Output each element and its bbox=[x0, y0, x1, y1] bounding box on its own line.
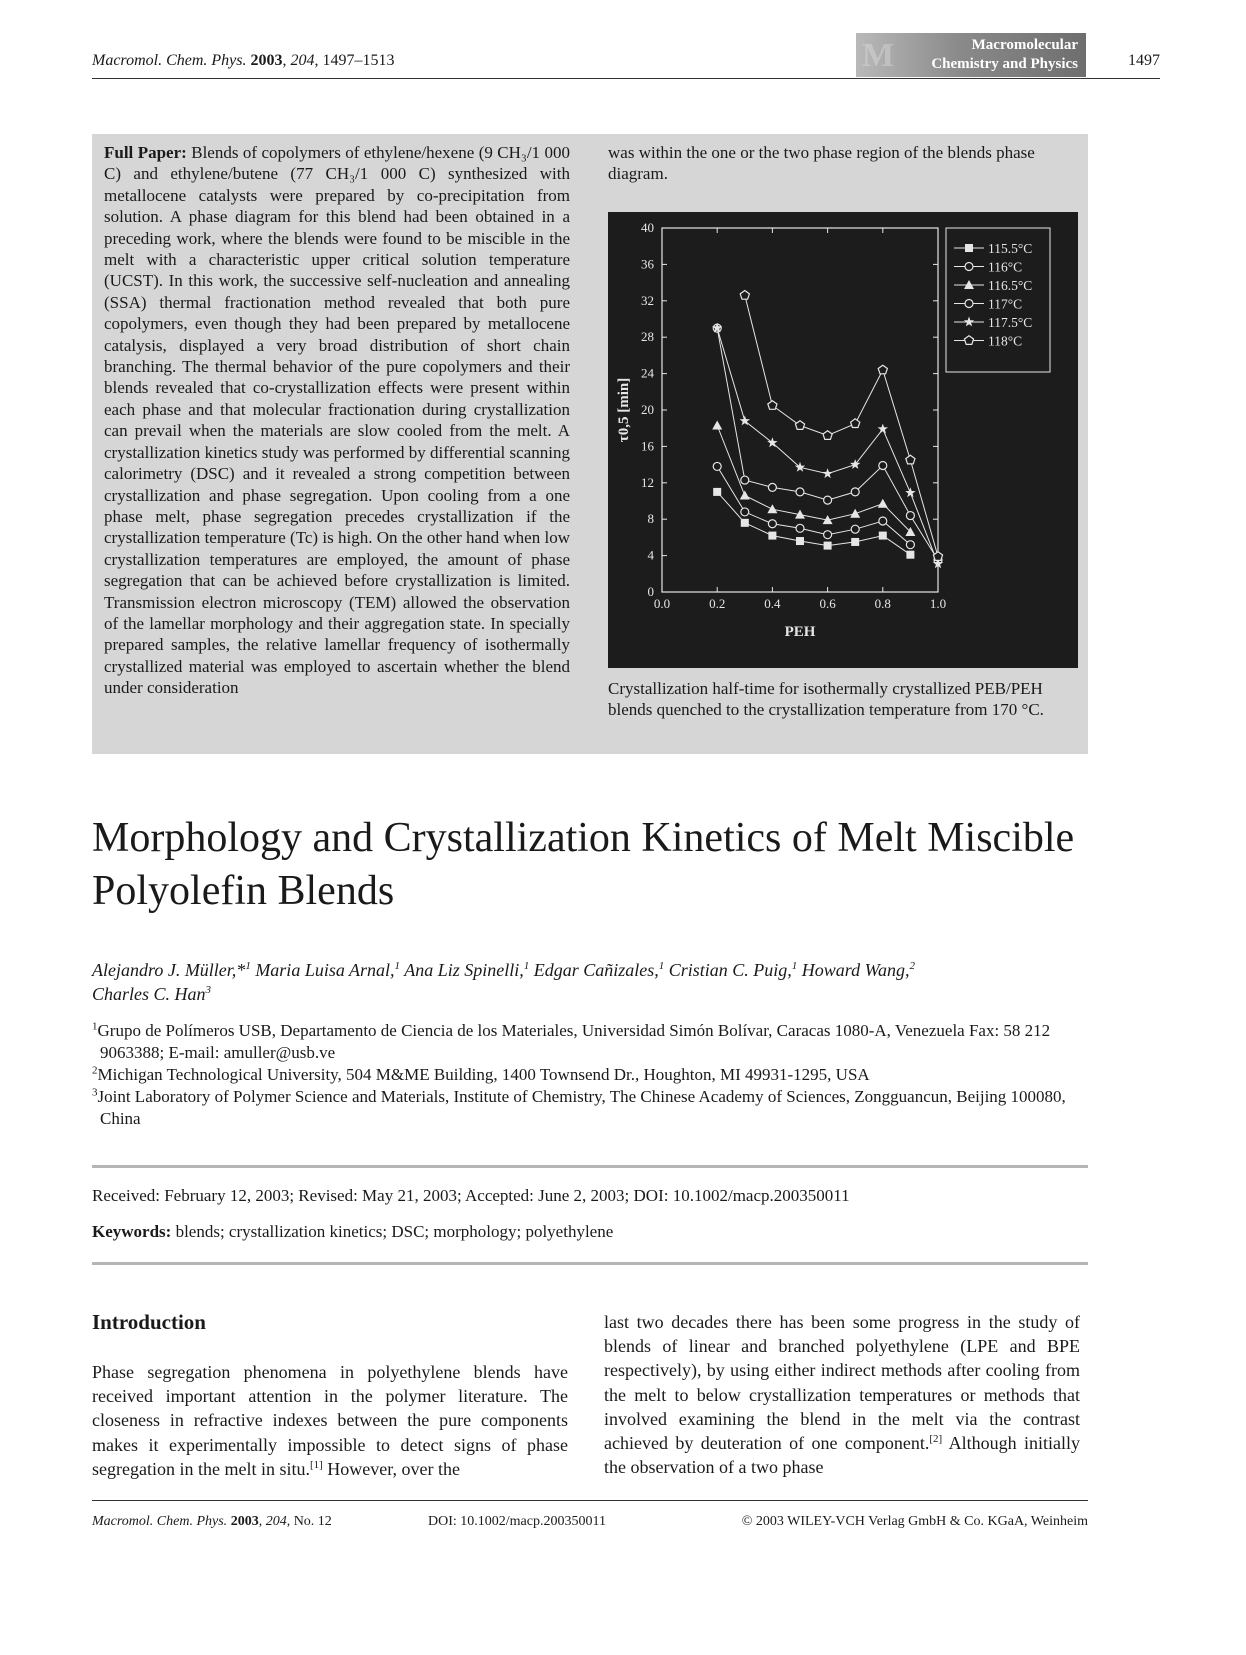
y-tick-label: 12 bbox=[641, 474, 654, 490]
legend-marker bbox=[965, 244, 973, 252]
author: Edgar Cañizales,$^1$ bbox=[533, 960, 665, 980]
affiliations bbox=[92, 1020, 1088, 1130]
journal-logo bbox=[856, 33, 1086, 77]
data-point bbox=[823, 431, 832, 440]
author: Charles C. Han$^3$ bbox=[92, 984, 212, 1004]
citation-ref[interactable]: [1] bbox=[309, 1458, 323, 1471]
chart-svg bbox=[608, 212, 1078, 668]
data-point bbox=[851, 525, 859, 533]
legend-marker bbox=[965, 300, 973, 308]
data-point bbox=[878, 365, 887, 374]
data-point bbox=[796, 524, 804, 532]
data-point bbox=[879, 462, 887, 470]
y-tick-label: 20 bbox=[641, 402, 654, 417]
footer-copyright: © 2003 WILEY-VCH Verlag GmbH & Co. KGaA, Weinheim bbox=[741, 1514, 1088, 1529]
x-axis-label: PEH bbox=[784, 624, 816, 640]
running-header bbox=[92, 30, 1160, 80]
abstract-text-right: was within the one or the two phase region of the blends phase diagram. bbox=[608, 143, 1035, 184]
data-point bbox=[906, 541, 914, 549]
data-point bbox=[712, 420, 722, 429]
keywords-label: Keywords: bbox=[92, 1222, 172, 1241]
data-point bbox=[767, 504, 777, 513]
data-point bbox=[851, 419, 860, 428]
abstract-label: Full Paper: bbox=[104, 143, 187, 162]
y-tick-label: 0 bbox=[647, 584, 654, 599]
y-tick-label: 8 bbox=[647, 511, 654, 527]
data-point bbox=[795, 421, 804, 430]
abstract-box bbox=[92, 134, 1088, 754]
header-volume: 204 bbox=[290, 52, 315, 69]
footer-rule bbox=[92, 1500, 1088, 1501]
affiliation-2: $^2$Michigan Technological University, 504 M&ME Building, 1400 Townsend Dr., Houghton, MI 49931-1295, USA bbox=[92, 1064, 870, 1084]
legend-label: 115.5°C bbox=[988, 241, 1033, 256]
data-point bbox=[822, 468, 832, 478]
author: Alejandro J. Müller,*$^1$ bbox=[92, 960, 251, 980]
data-point bbox=[878, 424, 888, 434]
intro-paragraph-left: Phase segregation phenomena in polyethylene blends have received important attention in the polymer literature. The closeness in refractive indexes between the pure components makes it experimentally impossible to detect signs of phase segregation in the melt in situ.[1] However, over the bbox=[92, 1362, 568, 1479]
footer-doi: DOI: 10.1002/macp.200350011 bbox=[428, 1514, 606, 1529]
y-axis-label: τ0,5 [min] bbox=[616, 377, 632, 443]
data-point bbox=[768, 520, 776, 528]
author: Cristian C. Puig,$^1$ bbox=[668, 960, 798, 980]
data-point bbox=[795, 462, 805, 472]
data-point bbox=[741, 519, 749, 527]
legend-label: 118°C bbox=[988, 333, 1023, 349]
data-point bbox=[824, 496, 832, 504]
legend-marker bbox=[964, 336, 973, 345]
data-point bbox=[878, 499, 888, 508]
data-point bbox=[768, 532, 776, 540]
y-tick-label: 24 bbox=[641, 365, 654, 381]
section-heading: Introduction bbox=[92, 1310, 206, 1334]
data-point bbox=[905, 487, 915, 497]
affiliation-3: $^3$Joint Laboratory of Polymer Science and Materials, Institute of Chemistry, The Chinese Academy of Sciences, Zongguancun, Beijing 100080, China bbox=[92, 1086, 1066, 1128]
header-journal-name: Macromol. Chem. Phys. bbox=[92, 52, 247, 69]
y-tick-label: 40 bbox=[641, 220, 654, 235]
legend-marker bbox=[964, 317, 974, 327]
y-tick-label: 36 bbox=[641, 256, 654, 272]
x-tick-label: 0.0 bbox=[653, 596, 671, 611]
series-line bbox=[717, 328, 938, 564]
x-tick-label: 0.6 bbox=[819, 596, 836, 611]
y-tick-label: 28 bbox=[641, 329, 654, 345]
data-point bbox=[906, 551, 914, 559]
received-dates: Received: February 12, 2003; Revised: May 21, 2003; Accepted: June 2, 2003; DOI: 10.1002/macp.200350011 bbox=[92, 1186, 850, 1205]
data-point bbox=[713, 462, 721, 470]
legend-marker bbox=[965, 263, 973, 271]
data-point bbox=[741, 476, 749, 484]
divider-top bbox=[92, 1165, 1088, 1168]
abstract-text-left bbox=[104, 142, 570, 699]
header-pages: 1497–1513 bbox=[322, 52, 395, 69]
divider-bottom bbox=[92, 1262, 1088, 1265]
data-point bbox=[740, 491, 750, 500]
logo-line2: Chemistry and Physics bbox=[931, 56, 1078, 72]
data-point bbox=[879, 517, 887, 525]
data-point bbox=[740, 291, 749, 300]
x-tick-label: 0.4 bbox=[764, 596, 781, 611]
data-point bbox=[768, 483, 776, 491]
header-year: 2003 bbox=[250, 52, 283, 69]
data-point bbox=[824, 542, 832, 550]
footer-citation: Macromol. Chem. Phys. 2003, 204, No. 12 bbox=[92, 1514, 332, 1529]
logo-line1: Macromolecular bbox=[971, 37, 1078, 53]
figure-chart bbox=[608, 212, 1078, 668]
data-point bbox=[768, 401, 777, 410]
header-rule bbox=[92, 78, 1160, 79]
x-tick-label: 1.0 bbox=[929, 596, 947, 611]
y-tick-label: 16 bbox=[641, 438, 654, 454]
header-citation: Macromol. Chem. Phys. 2003, 204, 1497–1513 bbox=[92, 52, 395, 69]
abstract-body: Blends of copolymers of ethylene/hexene (9 CH₃/1 000 C) and ethylene/butene (77 CH₃/1 000 C) synthesized with metallocene catalysts were prepared by co-precipitation from solution. A phase diagram for this blend had been obtained in a preceding work, where the blends were found to be miscible in the melt with a characteristic upper critical solution temperature (UCST). In this work, the successive self-nucleation and annealing (SSA) thermal fractionation method revealed that both pure copolymers, even though they had been prepared by metallocene catalysis, displayed a very broad distribution of short chain branching. The thermal behavior of the pure copolymers and their blends revealed that co-crystallization effects were present within each phase and that molecular fractionation during crystallization can prevail when the materials are slow cooled from the melt. A crystallization kinetics study was performed by differential scanning calorimetry (DSC) and it revealed a strong competition between crystallization and phase segregation. Upon cooling from a one phase melt, phase segregation precedes crystallization if the crystallization temperature (Tc) is high. On the other hand when low crystallization temperatures are employed, the amount of phase segregation that can be achieved before crystallization is limited. Transmission electron microscopy (TEM) allowed the observation of the lamellar morphology and their aggregation state. In specially prepared samples, the relative lamellar frequency of isothermally crystallized material was employed to ascertain whether the blend under consideration bbox=[104, 143, 570, 698]
affiliation-1: $^1$Grupo de Polímeros USB, Departamento de Ciencia de los Materiales, Universidad Simón Bolívar, Caracas 1080-A, Venezuela Fax: 58 212 9063388; E-mail: amuller@usb.ve bbox=[92, 1020, 1051, 1062]
data-point bbox=[851, 538, 859, 546]
data-point bbox=[851, 488, 859, 496]
data-point bbox=[906, 455, 915, 464]
legend-label: 117°C bbox=[988, 296, 1023, 312]
author: Maria Luisa Arnal,$^1$ bbox=[255, 960, 401, 980]
data-point bbox=[879, 532, 887, 540]
intro-paragraph-right: last two decades there has been some progress in the study of blends of linear and branched polyethylene (LPE and BPE respectively), by using either indirect methods after cooling from the melt to below crystallization temperatures or methods that involved examining the blend in the melt via the contrast achieved by deuteration of one component.[2] Although initially the observation of a two phase bbox=[604, 1312, 1080, 1478]
paper-title: Morphology and Crystallization Kinetics of Melt Miscible Polyolefin Blends bbox=[92, 815, 1075, 914]
citation-ref[interactable]: [2] bbox=[929, 1433, 943, 1446]
keywords bbox=[92, 1222, 613, 1242]
y-tick-label: 4 bbox=[647, 547, 654, 563]
data-point bbox=[933, 552, 942, 561]
data-point bbox=[741, 508, 749, 516]
author-list bbox=[92, 958, 1092, 1006]
legend-label: 117.5°C bbox=[988, 315, 1033, 330]
page-number: 1497 bbox=[1128, 52, 1160, 69]
data-point bbox=[796, 537, 804, 545]
author: Howard Wang,$^2$ bbox=[801, 960, 915, 980]
legend-label: 116.5°C bbox=[988, 278, 1033, 293]
data-point bbox=[796, 488, 804, 496]
x-tick-label: 0.2 bbox=[709, 596, 726, 611]
x-tick-label: 0.8 bbox=[874, 596, 891, 611]
data-point bbox=[906, 512, 914, 520]
author: Ana Liz Spinelli,$^1$ bbox=[404, 960, 530, 980]
data-point bbox=[850, 509, 860, 518]
logo-watermark-glyph: M bbox=[862, 37, 895, 74]
keywords-list: blends; crystallization kinetics; DSC; morphology; polyethylene bbox=[175, 1222, 614, 1241]
legend-label: 116°C bbox=[988, 259, 1023, 275]
y-tick-label: 32 bbox=[641, 292, 654, 308]
figure-caption: Crystallization half-time for isothermally crystallized PEB/PEH blends quenched to the crystallization temperature from 170 °C. bbox=[608, 679, 1044, 720]
data-point bbox=[713, 488, 721, 496]
data-point bbox=[824, 531, 832, 539]
